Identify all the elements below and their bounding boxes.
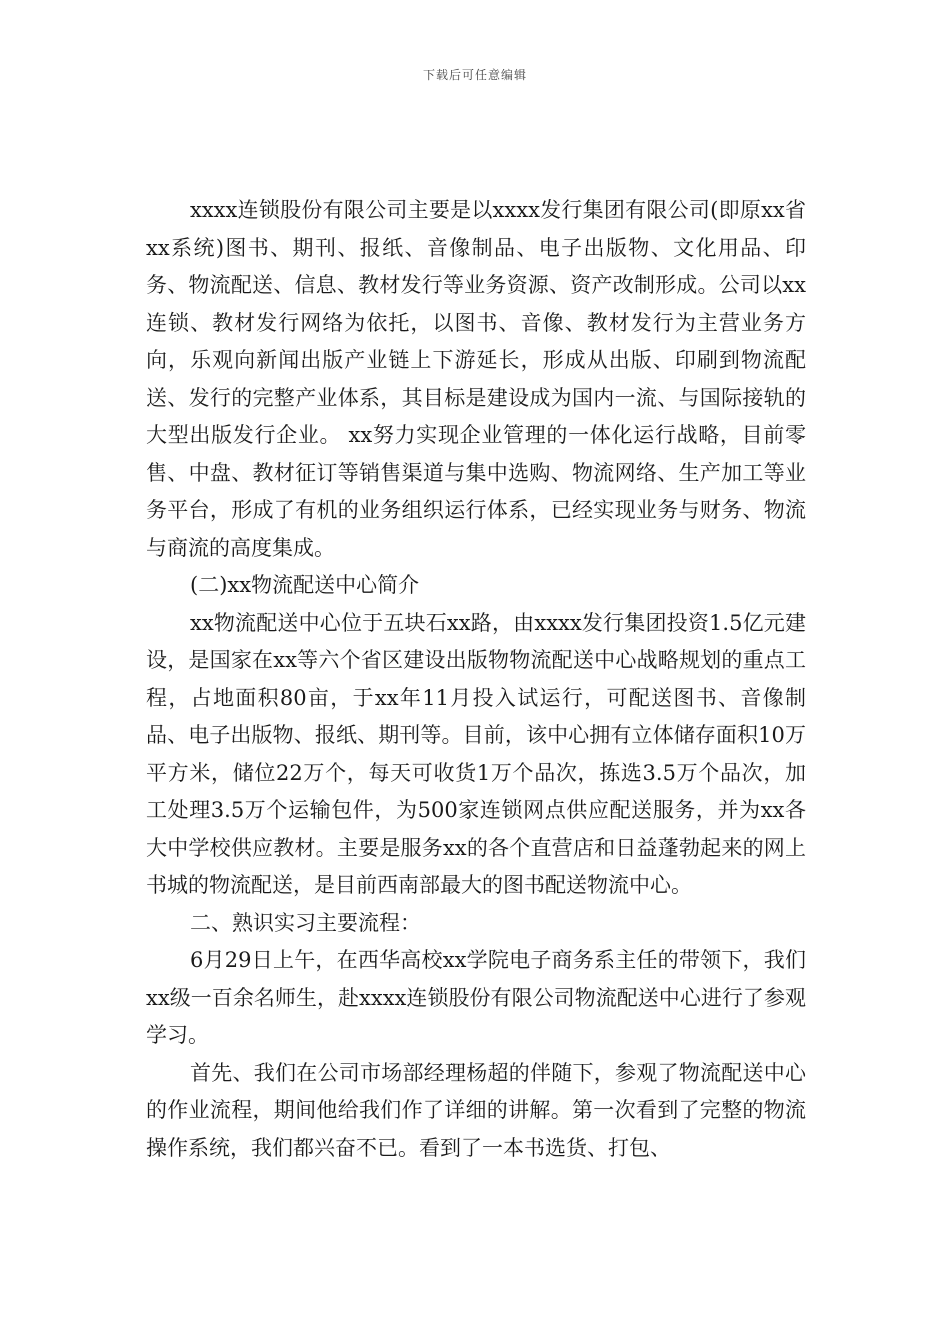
section-heading-internship-process: 二、熟识实习主要流程： xyxy=(190,910,421,935)
paragraph-logistics-center: xx物流配送中心位于五块石xx路，由xxxx发行集团投资1.5亿元建设，是国家在xx等六个省区建设出版物物流配送中心战略规划的重点工程，占地面积80亩，于xx年11月投入试运行，可配送图书、音像制品、电子出版物、报纸、期刊等。目前，该中心拥有立体储存面积10万平方米，储位22万个，每天可收货1万个品次，拣选3.5万个品次，加工处理3.5万个运输包件，为500家连锁网点供应配送服务，并为xx各大中学校供应教材。主要是服务xx的各个直营店和日益蓬勃起来的网上书城的物流配送，是目前西南部最大的图书配送物流中心。 xyxy=(146,610,806,897)
paragraph-company-overview: xxxx连锁股份有限公司主要是以xxxx发行集团有限公司(即原xx省xx系统)图书、期刊、报纸、音像制品、电子出版物、文化用品、印务、物流配送、信息、教材发行等业务资源、资产改制形成。公司以xx连锁、教材发行网络为依托，以图书、音像、教材发行为主营业务方向，乐观向新闻出版产业链上下游延长，形成从出版、印刷到物流配送、发行的完整产业体系，其目标是建设成为国内一流、与国际接轨的大型出版发行企业。 xx努力实现企业管理的一体化运行战略，目前零售、中盘、教材征订等销售渠道与集中选购、物流网络、生产加工等业务平台，形成了有机的业务组织运行体系，已经实现业务与财务、物流与商流的高度集成。 xyxy=(146,198,806,560)
paragraph-visit-process: 首先、我们在公司市场部经理杨超的伴随下，参观了物流配送中心的作业流程，期间他给我们作了详细的讲解。第一次看到了完整的物流操作系统，我们都兴奋不已。看到了一本书选货、打包、 xyxy=(146,1060,806,1160)
header-note: 下载后可任意编辑 xyxy=(422,68,527,82)
document-body xyxy=(146,192,806,1167)
section-heading-logistics-center: (二)xx物流配送中心简介 xyxy=(190,573,420,597)
paragraph-visit-date: 6月29日上午，在西华高校xx学院电子商务系主任的带领下，我们xx级一百余名师生，赴xxxx连锁股份有限公司物流配送中心进行了参观学习。 xyxy=(146,948,806,1047)
